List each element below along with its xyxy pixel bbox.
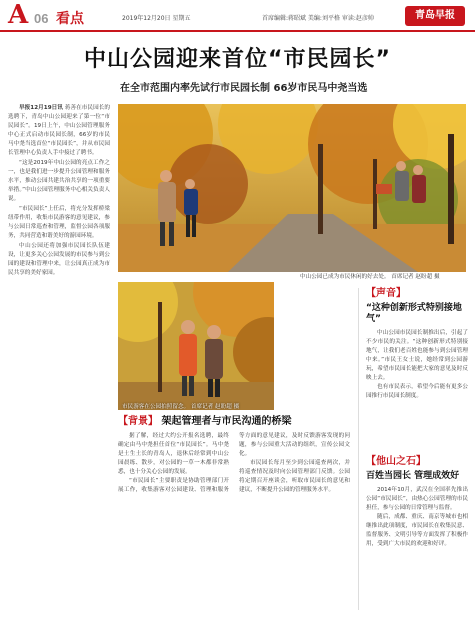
background-tag: 【背景】: [118, 416, 158, 427]
main-photo-caption: 中山公园已成为市民休闲的好去处。 首席记者 赵盼超 摄: [300, 274, 440, 280]
lead-story: [8, 104, 110, 610]
page-number: 06: [34, 11, 49, 26]
dateline: 早报12月19日讯: [19, 105, 63, 111]
background-article: [118, 432, 350, 610]
paper-logo-mark: A: [8, 0, 29, 30]
voice-paragraph: 也有市民表示，希望今后能有更多公园推行市民园长制度。: [366, 384, 468, 399]
elsewhere-paragraph: 2014年10月，武汉在全国率先推出公园“市民园长”，由热心公园管理的市民担任，参与公园的日常管理与监督。: [366, 487, 468, 511]
elsewhere-paragraph: 随后，成都、重庆、南京等城市也相继推出此项制度，市民园长在收集民意、监督服务、文明引导等方面发挥了积极作用，受到广大市民的欢迎和好评。: [366, 514, 468, 547]
background-paragraph: 据了解，经过大约公开报名选聘，最终确定由马中尧担任首位“市民园长”。马中尧是土生土长的青岛人，退休后经常到中山公园晨练、散步，对公园的一草一木都非常熟悉，也十分关心公园的发展。: [118, 433, 229, 475]
lead-paragraph: 早报12月19日讯 蒋善在市民园长的选聘下，青岛中山公园迎来了第一位“市民园长”。19日上午，中山公园管理服务中心正式启动市民园长制，66岁的市民马中尧当选首位“市民园长”，并从市民园长管理中心负责人手中接过了聘书。: [8, 105, 110, 156]
secondary-photo-visitors: [118, 282, 274, 410]
main-subheadline: 在全市范围内率先试行市民园长制 66岁市民马中尧当选: [120, 83, 368, 94]
voice-tag: 【声音】: [366, 288, 406, 299]
sidebar-divider: [358, 288, 359, 610]
voice-paragraph: 中山公园市民园长制推出后，引起了不少市民的关注。“这种创新形式特别接地气，让我们老百姓也能参与到公园管理中来。”市民王女士说，她经常到公园游玩，希望市民园长能把大家的意见及时反映上去。: [366, 330, 468, 381]
voice-block: [366, 288, 468, 459]
background-paragraph: 市民园长每月至少到公园巡查两次，并将巡查情况及时向公园管理部门反馈。公园将定期召开座谈会，听取市民园长的意见和建议，不断提升公园的管理服务水平。: [239, 460, 350, 493]
background-heading: 架起管理者与市民沟通的桥梁: [161, 416, 292, 427]
background-section-title: [118, 416, 291, 428]
background-paragraph: “市民园长”主要职责是协助管理部门开展工作，收集游客对公园建设、管理和服务等方面的意见建议，及时反馈游客发现的问题，参与公园重大活动的组织，宣传公园文化。: [118, 433, 350, 493]
issue-date: 2019年12月20日 星期五: [122, 15, 191, 22]
masthead: [0, 0, 475, 32]
elsewhere-tag: 【他山之石】: [366, 456, 426, 467]
newspaper-brand: 青岛早报: [405, 6, 465, 26]
editor-credits: 首席编辑:蒋昭斌 美编:刘平格 审读:赵彦帅: [262, 15, 374, 22]
voice-heading: “这种创新形式特别接地气”: [366, 303, 462, 324]
main-headline: 中山公园迎来首位“市民园长”: [84, 47, 391, 72]
voice-body: [366, 329, 468, 459]
sidebar: [358, 288, 468, 610]
lead-paragraph: “市民园长”上任后，将充分发挥桥梁纽带作用，收集市民游客的意见建议，参与公园日常巡查和管理，监督公园各项服务，共同营造和谐美好的游园环境。: [8, 206, 110, 239]
elsewhere-block: [366, 456, 468, 614]
elsewhere-heading: 百姓当园长 管理成效好: [366, 471, 460, 481]
secondary-photo-caption: 市民游客在公园拍照留念。 首席记者 赵盼超 摄: [122, 404, 240, 410]
section-name: 看点: [56, 11, 84, 27]
elsewhere-body: [366, 486, 468, 614]
lead-paragraph: 中山公园还将加强市民园长队伍建设，让更多关心公园发展的市民参与到公园的建设和管理中来，让公园真正成为市民共享的美好家园。: [8, 243, 110, 276]
main-photo-park-path: [118, 104, 466, 272]
lead-paragraph: “这是2019年中山公园的亮点工作之一，也是我们进一步提升公园管理和服务水平，推动公园共建共治共享的一项重要举措。”中山公园管理服务中心相关负责人说。: [8, 160, 110, 202]
